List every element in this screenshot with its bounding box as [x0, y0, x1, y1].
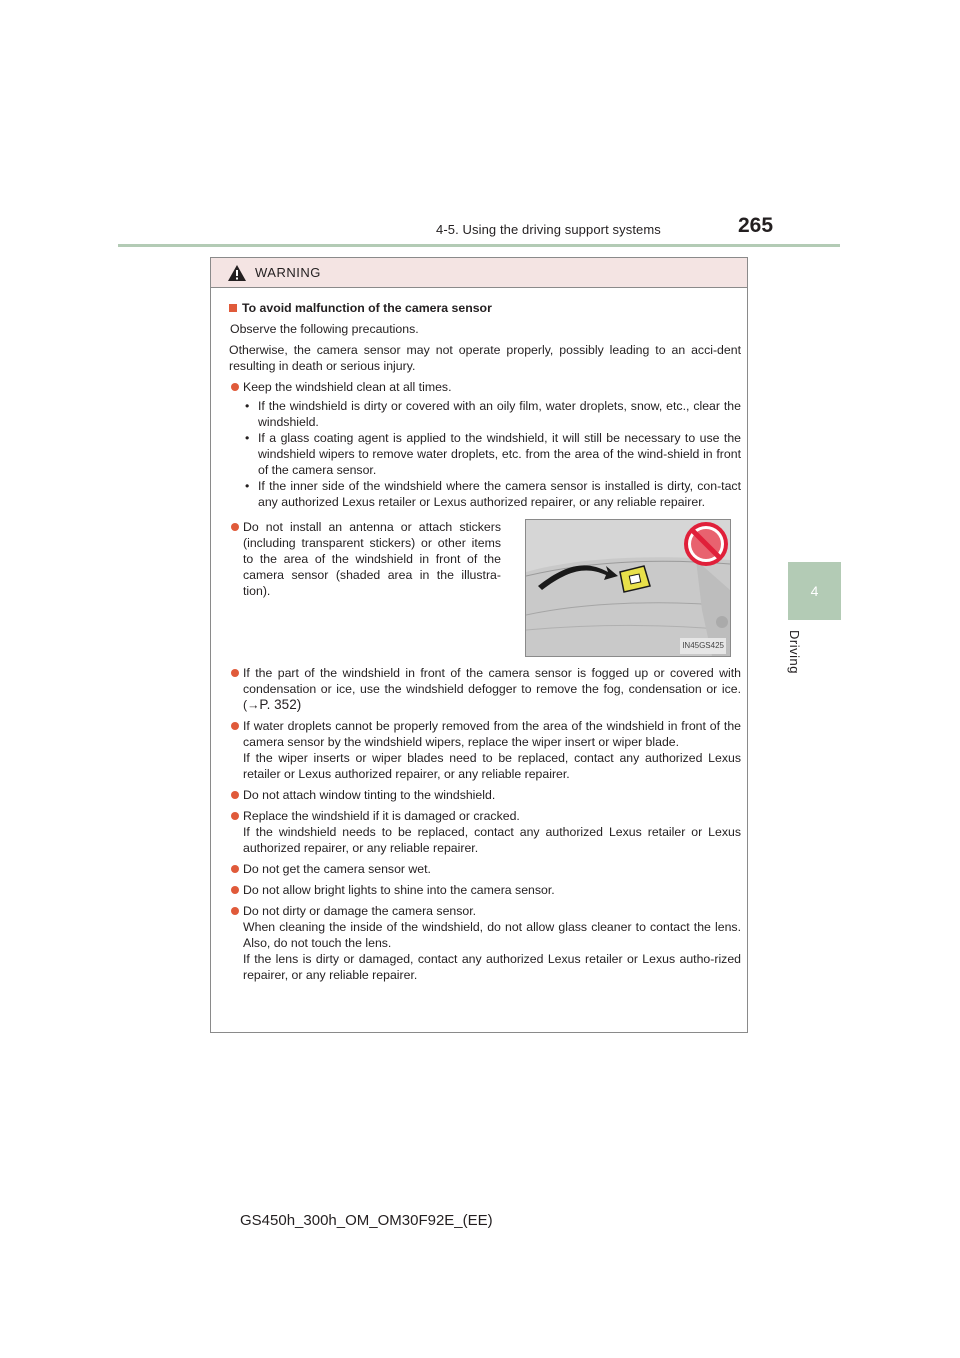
warning-heading-text: To avoid malfunction of the camera sensor — [242, 301, 492, 315]
sub-bullet-icon: • — [245, 399, 250, 413]
list-item — [231, 718, 741, 782]
list-item — [231, 808, 741, 856]
bullet-text: If water droplets cannot be properly removed from the area of the windshield in front of the camera sensor by the windshield wipers, replace the wiper insert or wiper blade. — [243, 719, 741, 749]
list-item — [231, 787, 741, 803]
windshield-illustration — [525, 519, 731, 657]
sub-list-item — [243, 430, 741, 478]
warning-header — [211, 258, 747, 288]
warning-body — [211, 288, 747, 983]
warning-box — [210, 257, 748, 1033]
sub-list-item — [243, 478, 741, 510]
section-title: 4-5. Using the driving support systems — [436, 222, 661, 237]
bullet-text-continued: When cleaning the inside of the windshield, do not allow glass cleaner to contact the lens. Also, do not touch the lens. — [243, 920, 741, 950]
warning-label: WARNING — [255, 265, 321, 280]
bullet-dot-icon — [231, 669, 239, 677]
bullet-dot-icon — [231, 865, 239, 873]
illustrated-item — [229, 519, 741, 657]
bullet-text-continued: If the lens is dirty or damaged, contact any authorized Lexus retailer or Lexus autho-rized repairer, or any reliable repairer. — [243, 952, 741, 982]
bullet-dot-icon — [231, 886, 239, 894]
bullet-text: Do not install an antenna or attach stickers (including transparent stickers) or other items to the area of the windshield in front of the camera sensor (shaded area in the illustra-tion). — [243, 520, 501, 598]
warning-triangle-icon — [227, 264, 247, 282]
illustration-code: IN45GS425 — [680, 638, 726, 654]
page-number: 265 — [738, 214, 774, 237]
bullet-text: Do not get the camera sensor wet. — [243, 862, 431, 876]
windshield-sticker-illustration-icon — [526, 520, 730, 656]
sub-bullet-icon: • — [245, 431, 250, 445]
bullet-dot-icon — [231, 907, 239, 915]
bullet-text: If the part of the windshield in front of the camera sensor is fogged up or covered with condensation or ice, use the windshield defogger to remove the fog, condensation or ice. ( — [243, 666, 741, 712]
bullet-text: Keep the windshield clean at all times. — [243, 380, 452, 394]
reference-arrow-icon: → — [247, 698, 260, 712]
list-item — [231, 903, 741, 983]
sub-list-item — [243, 398, 741, 430]
sub-bullet-icon: • — [245, 479, 250, 493]
bullet-text: Do not dirty or damage the camera sensor. — [243, 904, 477, 918]
header-rule — [118, 244, 840, 247]
list-item — [231, 861, 741, 877]
chapter-name: Driving — [787, 630, 802, 674]
intro-line-2: Otherwise, the camera sensor may not operate properly, possibly leading to an acci-dent resulting in death or serious injury. — [229, 343, 741, 373]
bullet-dot-icon — [231, 791, 239, 799]
list-item — [231, 379, 741, 514]
bullet-text-continued: If the windshield needs to be replaced, contact any authorized Lexus retailer or Lexus authorized repairer, or any reliable repairer. — [243, 825, 741, 855]
bullet-dot-icon — [231, 523, 239, 531]
sub-list — [243, 398, 741, 510]
bullet-text: Replace the windshield if it is damaged or cracked. — [243, 809, 520, 823]
sub-item-text: If a glass coating agent is applied to the windshield, it will still be necessary to use the windshield wipers to remove water droplets, etc. from the area of the wind-shield in front of the camera sensor. — [258, 431, 741, 477]
list-item — [231, 519, 501, 652]
square-bullet-icon — [229, 304, 237, 312]
bullet-dot-icon — [231, 722, 239, 730]
list-item — [231, 882, 741, 898]
page-reference-link[interactable]: P. 352) — [259, 697, 302, 712]
sub-item-text: If the inner side of the windshield where the camera sensor is installed is dirty, con-tact any authorized Lexus retailer or Lexus authorized repairer, or any reliable repairer. — [258, 479, 741, 509]
bullet-text-continued: If the wiper inserts or wiper blades need to be replaced, contact any authorized Lexus retailer or Lexus authorized repairer, or any reliable repairer. — [243, 751, 741, 781]
bullet-text: Do not attach window tinting to the windshield. — [243, 788, 496, 802]
bullet-dot-icon — [231, 812, 239, 820]
chapter-tab[interactable] — [788, 562, 841, 620]
chapter-number: 4 — [810, 583, 819, 599]
bullet-text: Do not allow bright lights to shine into the camera sensor. — [243, 883, 555, 897]
bullet-dot-icon — [231, 383, 239, 391]
document-code: GS450h_300h_OM_OM30F92E_(EE) — [240, 1212, 493, 1229]
warning-heading — [229, 300, 741, 316]
sub-item-text: If the windshield is dirty or covered with an oily film, water droplets, snow, etc., clear the windshield. — [258, 399, 741, 429]
list-item — [231, 665, 741, 713]
intro-line-1: Observe the following precautions. — [230, 322, 419, 336]
